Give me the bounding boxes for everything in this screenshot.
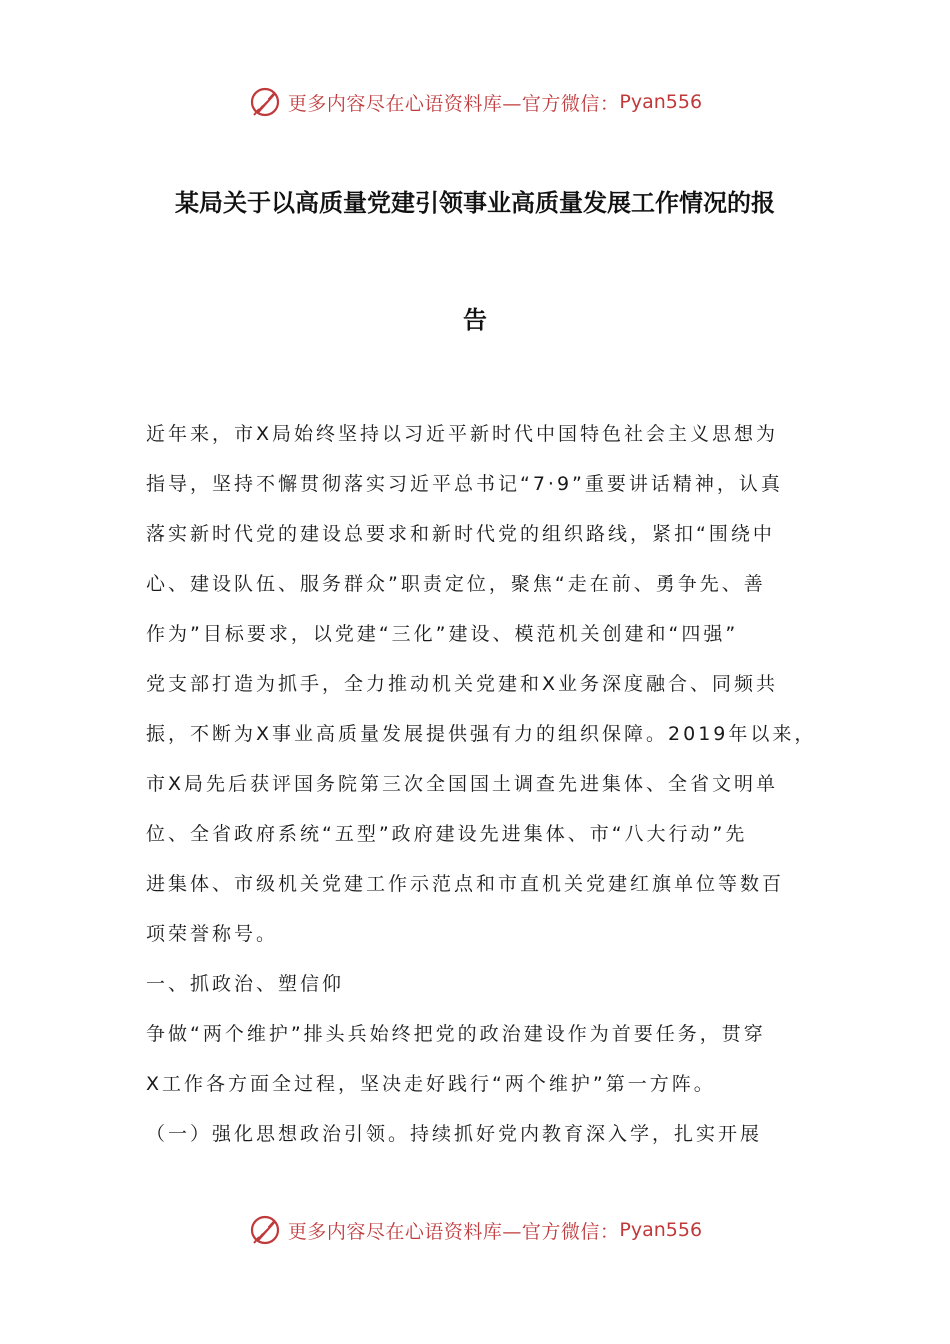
footer-watermark (0, 1210, 950, 1250)
body-line: 进集体、市级机关党建工作示范点和市直机关党建红旗单位等数百 (146, 873, 785, 895)
body-line: 振，不断为X事业高质量发展提供强有力的组织保障。2019年以来， (146, 723, 817, 745)
body-line: 项荣誉称号。 (146, 923, 279, 945)
document-title-line-1: 某局关于以高质量党建引领事业高质量发展工作情况的报 (175, 189, 775, 217)
body-line: 指导，坚持不懈贯彻落实习近平总书记“7·9”重要讲话精神，认真 (146, 473, 783, 495)
watermark-text: 更多内容尽在心语资料库—官方微信： (287, 1220, 620, 1243)
header-watermark (0, 82, 950, 122)
quill-logo-icon (248, 1213, 282, 1247)
watermark-brand: Pyan556 (619, 91, 703, 113)
body-line: 党支部打造为抓手，全力推动机关党建和X业务深度融合、同频共 (146, 673, 779, 695)
body-line: 争做“两个维护”排头兵始终把党的政治建设作为首要任务，贯穿 (146, 1023, 766, 1045)
body-line: X工作各方面全过程，坚决走好践行“两个维护”第一方阵。 (146, 1073, 716, 1095)
body-line: 位、全省政府系统“五型”政府建设先进集体、市“八大行动”先 (146, 823, 748, 845)
body-line: 作为”目标要求，以党建“三化”建设、模范机关创建和“四强” (146, 623, 739, 645)
body-line: 市X局先后获评国务院第三次全国国土调查先进集体、全省文明单 (146, 773, 779, 795)
body-line: 落实新时代党的建设总要求和新时代党的组织路线，紧扣“围绕中 (146, 523, 775, 545)
quill-logo-icon (248, 85, 282, 119)
body-line: 近年来，市X局始终坚持以习近平新时代中国特色社会主义思想为 (146, 423, 779, 445)
watermark-brand: Pyan556 (619, 1219, 703, 1241)
body-line: （一）强化思想政治引领。持续抓好党内教育深入学，扎实开展 (146, 1123, 763, 1145)
document-title-line-2: 告 (463, 306, 487, 334)
watermark-text: 更多内容尽在心语资料库—官方微信： (287, 92, 620, 115)
section-heading: 一、抓政治、塑信仰 (146, 973, 345, 995)
body-line: 心、建设队伍、服务群众”职责定位，聚焦“走在前、勇争先、善 (146, 573, 766, 595)
